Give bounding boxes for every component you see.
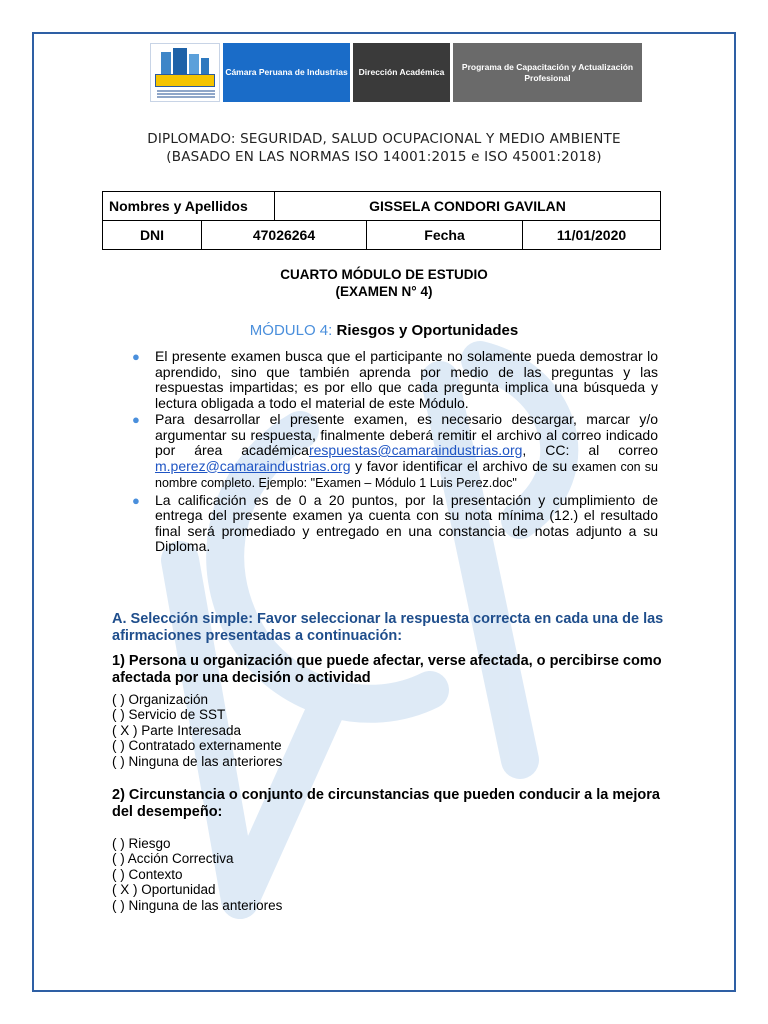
instructions-list (112, 349, 658, 556)
option-1-a: ( ) Organización (112, 692, 209, 707)
diploma-title: DIPLOMADO: SEGURIDAD, SALUD OCUPACIONAL Y MEDIO AMBIENTE (147, 131, 621, 147)
banner-program: Programa de Capacitación y Actualización Profesional (450, 43, 642, 102)
banner-org-name: Cámara Peruana de Industrias (220, 43, 350, 102)
option-2-c: ( ) Contexto (112, 866, 183, 882)
list-item (112, 349, 658, 411)
question-1: 1) Persona u organización que puede afectar, verse afectada, o percibirse como afectada por una decisión o actividad (112, 653, 662, 686)
list-item (112, 412, 658, 492)
instruction-2-part3: y favor identificar el archivo de su (355, 457, 568, 474)
option-1-e: ( ) Ninguna de las anteriores (112, 753, 283, 769)
bullet-icon: ● (132, 349, 140, 364)
option-2-d: ( X ) Oportunidad (112, 882, 216, 898)
option-1-c: ( X ) Parte Interesada (112, 722, 242, 738)
section-a-heading: A. Selección simple: Favor seleccionar la respuesta correcta en cada una de las afirmaciones presentadas a continuación: (112, 611, 664, 644)
instruction-2-part2: , CC: al correo (522, 442, 658, 458)
question-2: 2) Circunstancia o conjunto de circunstancias que pueden conducir a la mejora del desempeño: (112, 787, 660, 820)
diploma-subtitle: (BASADO EN LAS NORMAS ISO 14001:2015 e ISO 45001:2018) (166, 149, 602, 165)
email-link-mperez[interactable]: m.perez@camaraindustrias.org (155, 457, 351, 474)
bullet-icon: ● (132, 412, 140, 427)
date-value: 11/01/2020 (523, 221, 661, 250)
instruction-2-example: examen con su nombre completo. Ejemplo: "Examen – Módulo 1 Luis Perez.doc" (155, 459, 658, 490)
student-id-table (102, 220, 661, 250)
instruction-1: El presente examen busca que el participante no solamente pueda demostrar lo aprendido, sino que también aprenda por medio de las preguntas y las respuestas impartidas; es por ello que cada pregunta implica una búsqueda y lectura obligada a todo el material de este Módulo. (155, 348, 658, 411)
module-heading (0, 322, 768, 339)
module-name: Riesgos y Oportunidades (336, 322, 519, 339)
name-value: GISSELA CONDORI GAVILAN (275, 192, 661, 221)
dni-value: 47026264 (202, 221, 367, 250)
list-item (112, 493, 658, 555)
date-label: Fecha (367, 221, 523, 250)
option-1-b: ( ) Servicio de SST (112, 707, 226, 723)
dni-label: DNI (103, 221, 202, 250)
option-1-d: ( ) Contratado externamente (112, 738, 282, 754)
instruction-2-part1: Para desarrollar el presente examen, es necesario descargar, marcar y/o argumentar su respuesta, finalmente deberá remitir el archivo al correo indicado por área académica (155, 411, 658, 458)
name-label: Nombres y Apellidos (103, 192, 275, 221)
exam-title: CUARTO MÓDULO DE ESTUDIO (280, 267, 488, 282)
option-2-e: ( ) Ninguna de las anteriores (112, 897, 283, 913)
cpi-logo (150, 43, 220, 102)
instruction-3: La calificación es de 0 a 20 puntos, por la presentación y cumplimiento de entrega del presente examen ya cuenta con su nota mínima (12.) el resultado final será promediado y entregado en una constancia de notas adjunto a su Diploma. (155, 491, 658, 554)
exam-number: (EXAMEN N° 4) (335, 284, 433, 299)
option-2-b: ( ) Acción Correctiva (112, 851, 234, 867)
header-banner (150, 43, 642, 102)
question-1-options (112, 692, 282, 769)
banner-direction: Dirección Académica (350, 43, 450, 102)
option-2-a: ( ) Riesgo (112, 836, 171, 851)
module-key: MÓDULO 4: (249, 322, 333, 339)
bullet-icon: ● (132, 492, 140, 508)
student-name-table (102, 191, 661, 221)
question-2-options (112, 836, 282, 913)
email-link-respuestas[interactable]: respuestas@camaraindustrias.org (308, 442, 523, 458)
